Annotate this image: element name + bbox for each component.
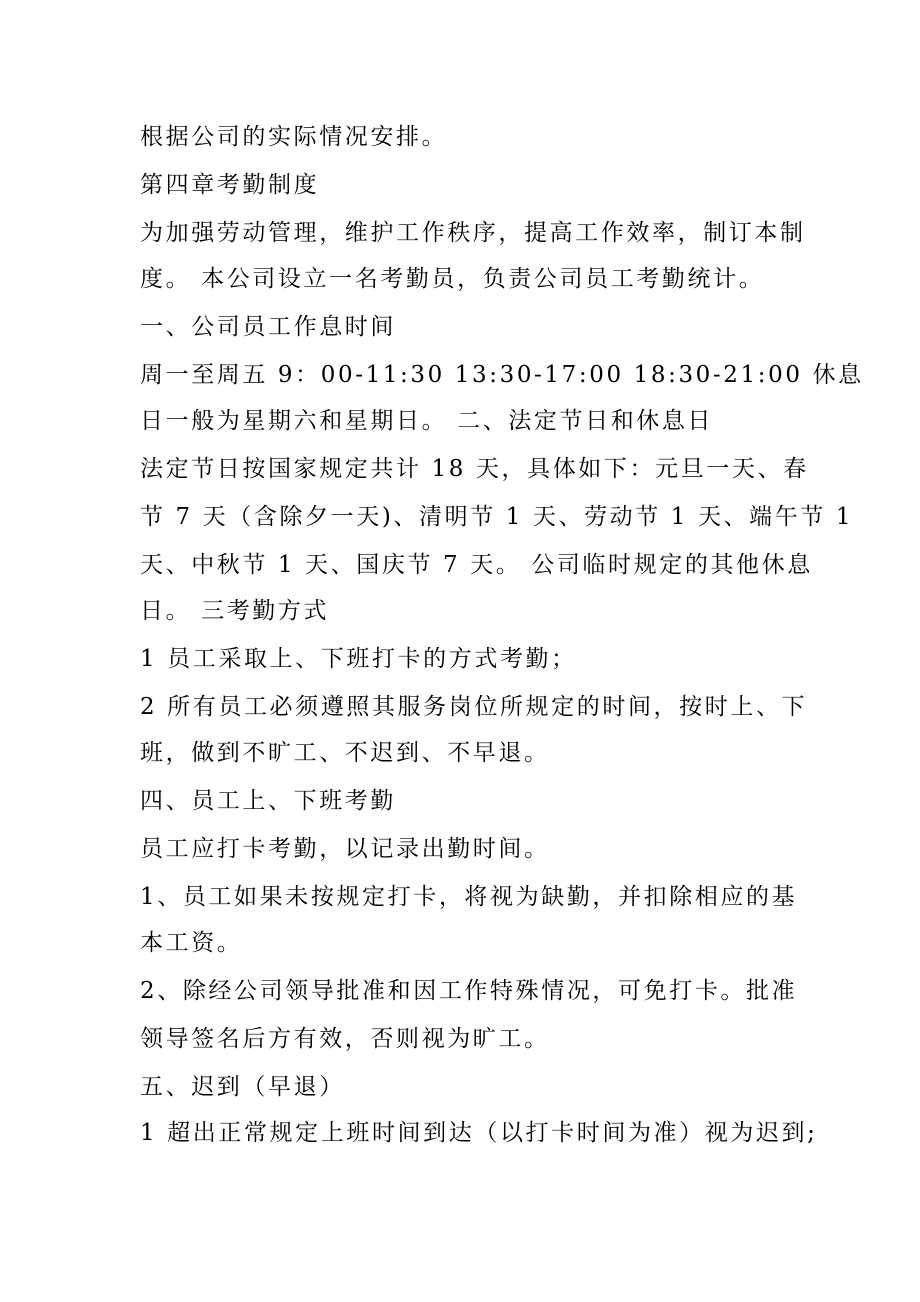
text-line: 2、除经公司领导批准和因工作特殊情况，可免打卡。批准 bbox=[140, 978, 798, 1004]
text-line: 1、员工如果未按规定打卡，将视为缺勤，并扣除相应的基 bbox=[140, 884, 798, 910]
text-line: 员工应打卡考勤，以记录出勤时间。 bbox=[140, 836, 550, 862]
text-line: 日。 三考勤方式 bbox=[140, 598, 330, 624]
text-line: 度。 本公司设立一名考勤员，负责公司员工考勤统计。 bbox=[140, 266, 765, 292]
text-line: 1 员工采取上、下班打卡的方式考勤； bbox=[140, 646, 577, 672]
section-heading: 一、公司员工作息时间 bbox=[140, 314, 396, 340]
section-heading: 四、员工上、下班考勤 bbox=[140, 788, 396, 814]
text-line: 周一至周五 9：00-11:30 13:30-17:00 18:30-21:00 休息 bbox=[140, 362, 864, 388]
text-line: 班，做到不旷工、不迟到、不早退。 bbox=[140, 740, 550, 766]
text-line: 日一般为星期六和星期日。 二、法定节日和休息日 bbox=[140, 408, 714, 434]
text-line: 根据公司的实际情况安排。 bbox=[140, 124, 448, 150]
text-line: 节 7 天（含除夕一天)、清明节 1 天、劳动节 1 天、端午节 1 bbox=[140, 504, 854, 530]
text-line: 2 所有员工必须遵照其服务岗位所规定的时间，按时上、下 bbox=[140, 694, 808, 720]
text-line: 天、中秋节 1 天、国庆节 7 天。 公司临时规定的其他休息 bbox=[140, 552, 813, 578]
text-line: 法定节日按国家规定共计 18 天，具体如下：元旦一天、春 bbox=[140, 456, 809, 482]
text-line: 领导签名后方有效，否则视为旷工。 bbox=[140, 1026, 550, 1052]
text-line: 为加强劳动管理，维护工作秩序，提高工作效率，制订本制 bbox=[140, 220, 806, 246]
text-line: 本工资。 bbox=[140, 930, 243, 956]
section-heading: 五、迟到（早退） bbox=[140, 1074, 345, 1100]
chapter-heading: 第四章考勤制度 bbox=[140, 172, 320, 198]
text-line: 1 超出正常规定上班时间到达（以打卡时间为准）视为迟到; bbox=[140, 1120, 818, 1146]
